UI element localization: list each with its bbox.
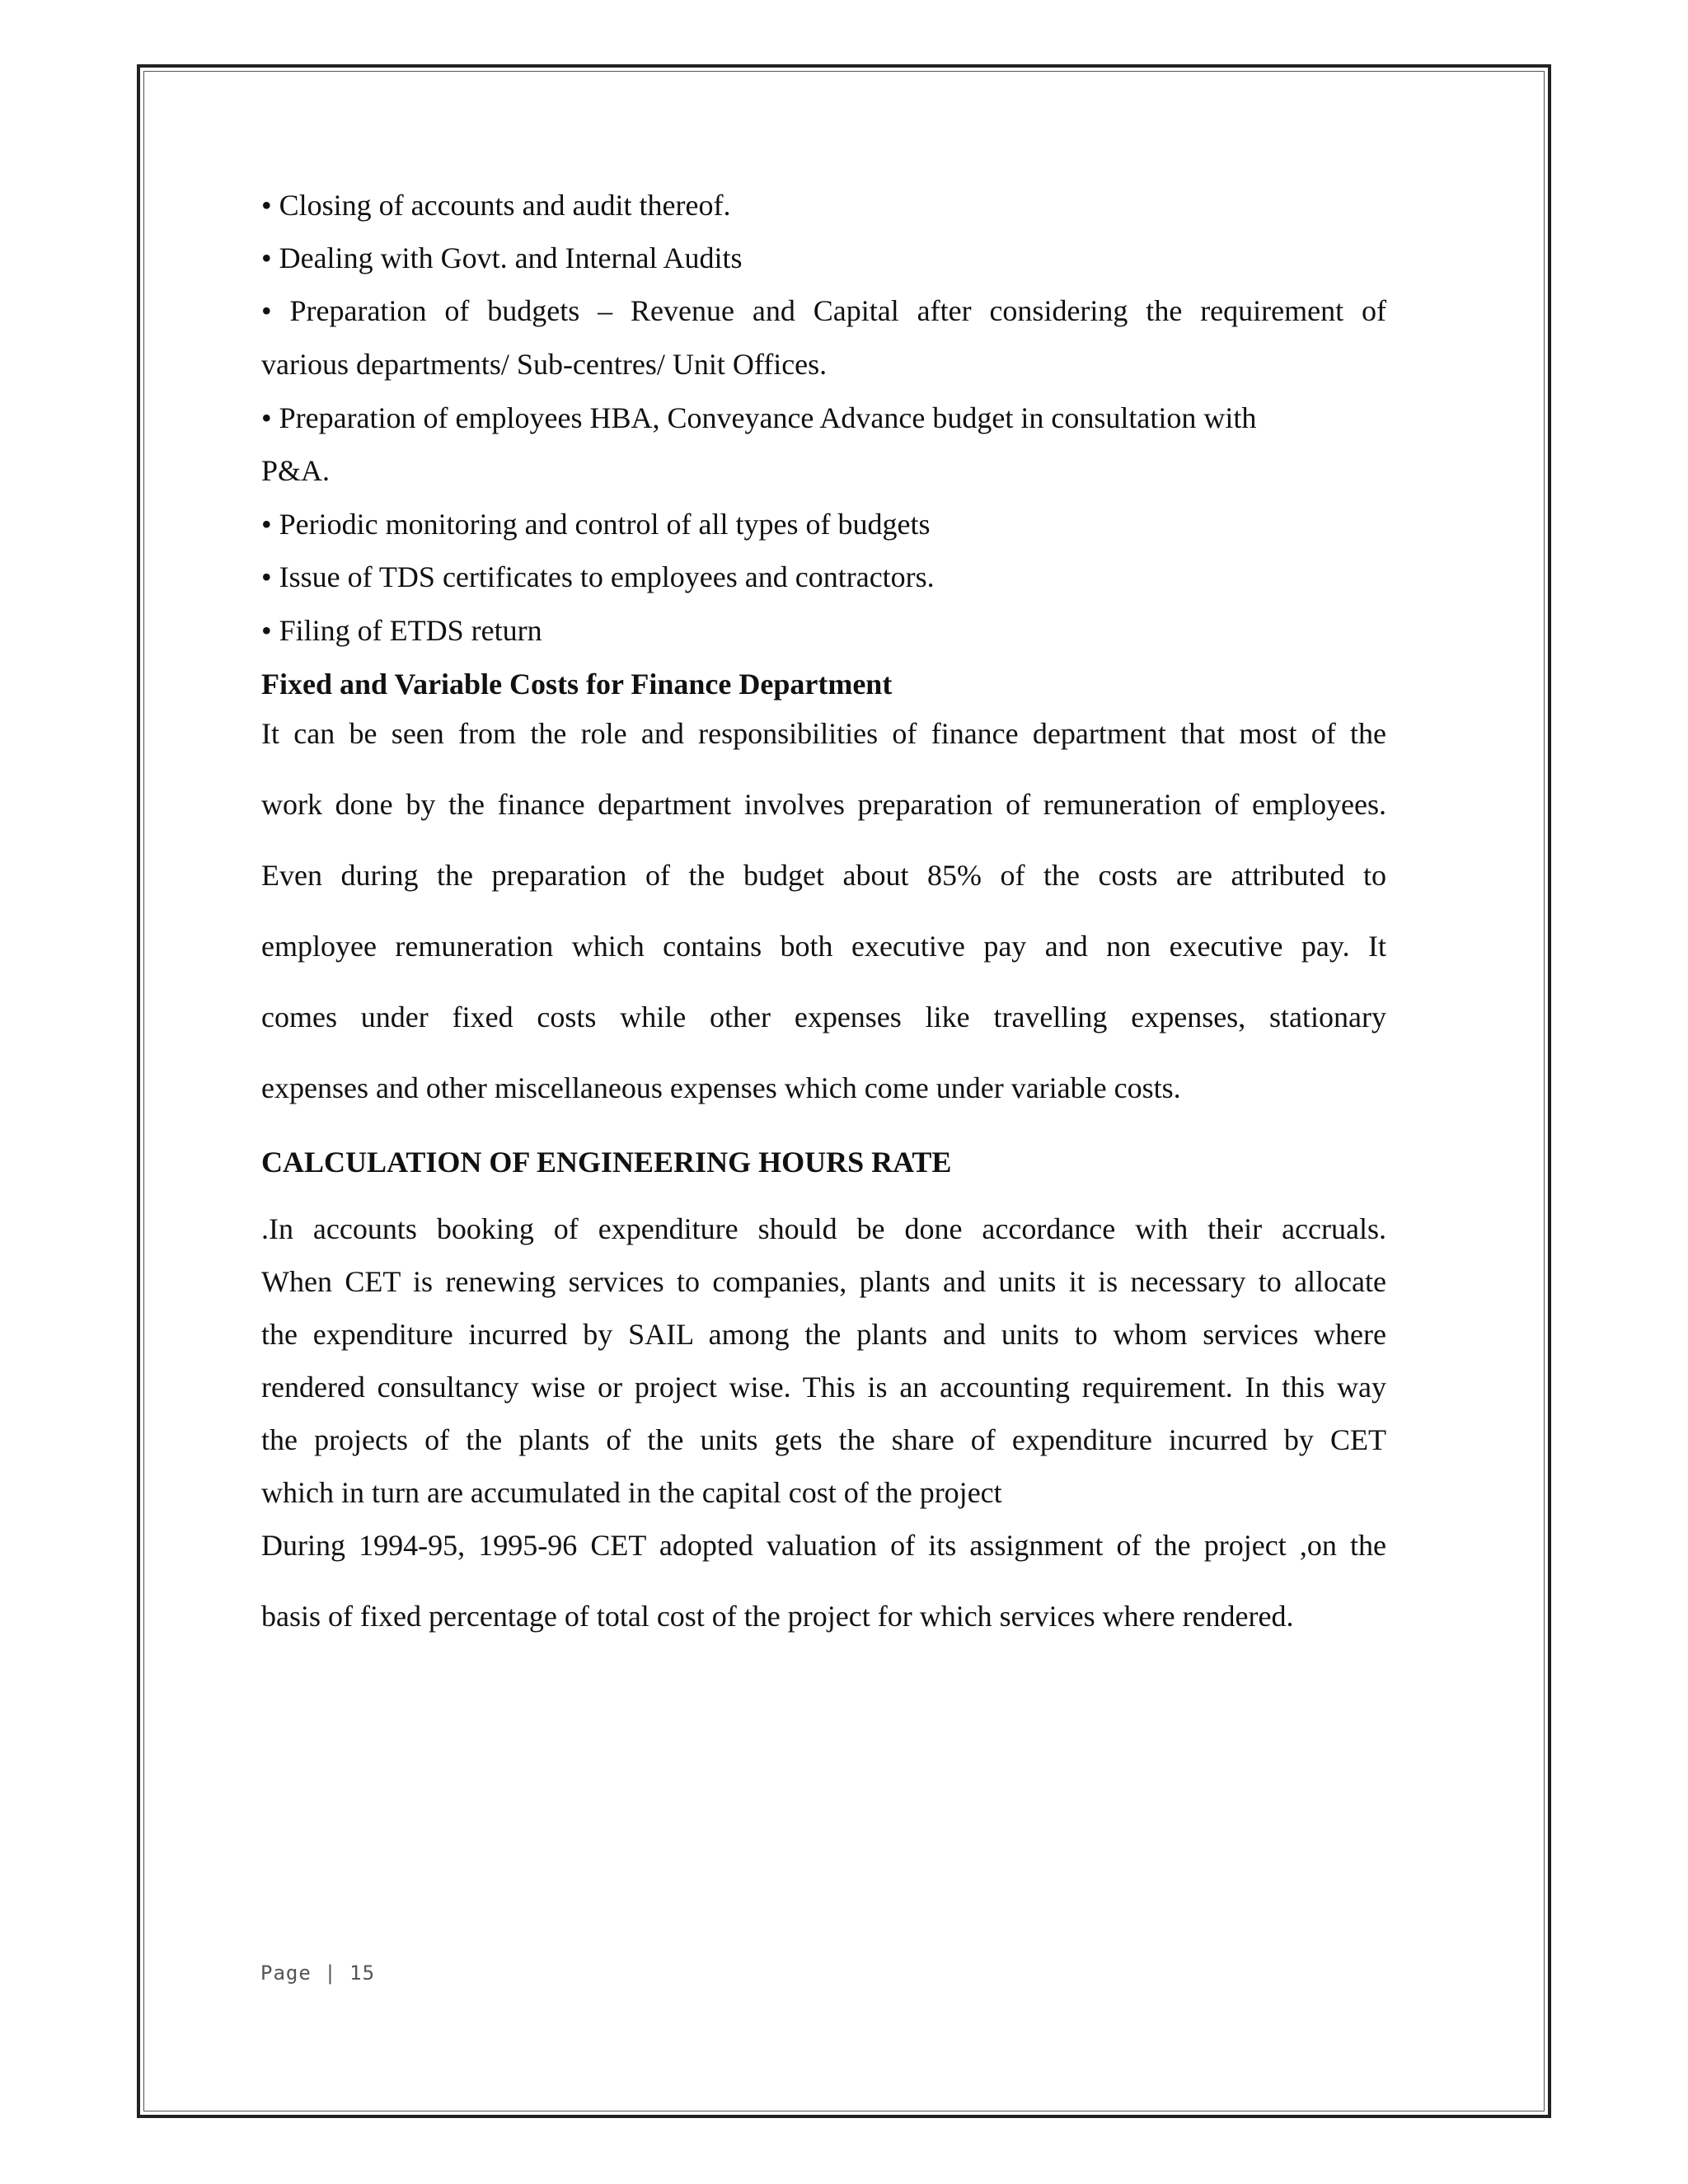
bullet-item-budgets-continued: various departments/ Sub-centres/ Unit Offices. (261, 348, 828, 381)
bullet-item-dealing: • Dealing with Govt. and Internal Audits (261, 241, 743, 274)
bullet-item-hba-continued: P&A. (261, 454, 331, 487)
section-heading-engineering-hours-rate: CALCULATION OF ENGINEERING HOURS RATE (261, 1146, 952, 1179)
paragraph-line: rendered consultancy wise or project wise. This is an accounting requirement. In this way (261, 1371, 1386, 1404)
section-heading-fixed-variable-costs: Fixed and Variable Costs for Finance Department (261, 668, 893, 701)
paragraph-line: comes under fixed costs while other expenses like travelling expenses, stationary (261, 1001, 1386, 1033)
bullet-item-tds: • Issue of TDS certificates to employees and contractors. (261, 560, 935, 593)
paragraph-line: During 1994-95, 1995-96 CET adopted valuation of its assignment of the project ,on the (261, 1529, 1386, 1562)
paragraph-line: employee remuneration which contains both executive pay and non executive pay. It (261, 930, 1386, 963)
paragraph-line: the expenditure incurred by SAIL among the plants and units to whom services where (261, 1318, 1386, 1351)
bullet-item-closing: • Closing of accounts and audit thereof. (261, 189, 731, 222)
paragraph-line: basis of fixed percentage of total cost of the project for which services where rendered. (261, 1600, 1294, 1633)
bullet-item-budgets: • Preparation of budgets – Revenue and Capital after considering the requirement of (261, 294, 1386, 327)
paragraph-line: When CET is renewing services to companies, plants and units it is necessary to allocate (261, 1265, 1386, 1298)
bullet-item-hba: • Preparation of employees HBA, Conveyance Advance budget in consultation with (261, 401, 1257, 434)
paragraph-line: It can be seen from the role and responsibilities of finance department that most of the (261, 717, 1386, 750)
page-number-footer: Page | 15 (260, 1961, 376, 1985)
paragraph-line: expenses and other miscellaneous expenses which come under variable costs. (261, 1071, 1181, 1104)
paragraph-line: .In accounts booking of expenditure should be done accordance with their accruals. (261, 1212, 1386, 1245)
paragraph-line: which in turn are accumulated in the capital cost of the project (261, 1476, 1002, 1509)
paragraph-line: Even during the preparation of the budget about 85% of the costs are attributed to (261, 859, 1386, 892)
paragraph-line: the projects of the plants of the units gets the share of expenditure incurred by CET (261, 1423, 1386, 1456)
paragraph-line: work done by the finance department involves preparation of remuneration of employees. (261, 788, 1386, 821)
bullet-item-monitoring: • Periodic monitoring and control of all types of budgets (261, 508, 931, 541)
bullet-item-etds: • Filing of ETDS return (261, 614, 542, 647)
